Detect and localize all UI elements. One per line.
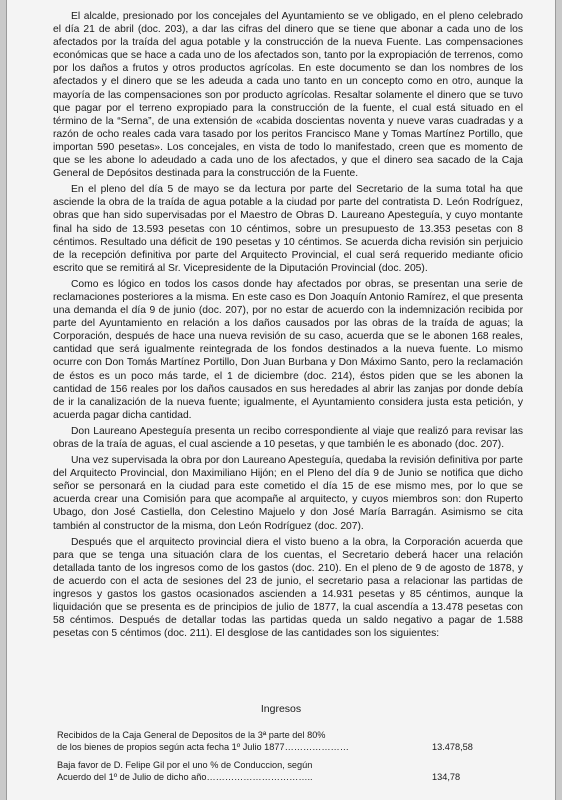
entry-amount: 13.478,58 — [432, 741, 473, 752]
ingresos-entry — [57, 760, 487, 783]
paragraph: El alcalde, presionado por los concejales del Ayuntamiento se ve obligado, en el pleno celebrado el día 21 de abril (doc. 203), a dar las cifras del dinero que se tiene que abonar a cada uno de los afectados por la traída del agua potable y la construcción de la nueva Fuente. Las compensaciones económicas que se hace a cada uno de los afectados son, tanto por la expropiación de terrenos, como por los daños a frutos y otros productos agrícolas. En este documento se dan los nombres de los afectados y el dinero que se les adeuda a cada uno tanto en un concepto como en otro, aunque la mayoría de las compensaciones son por producto agrícolas. Resaltar solamente el dinero que se tuvo que pagar por el terreno expropiado para la construcción de la fuente, el cual está situado en el término de la “Serna”, de una extensión de «cabida doscientas noventa y nueve varas cuadradas y a razón de ocho reales cada vara tasado por los peritos Francisco Mane y Tomas Martínez Portillo, que importan 590 pesetas». Los concejales, en vista de todo lo manifestado, creen que es momento de que se les abone lo adeudado a cada uno de los afectados, y que el dinero sea sacado de la Caja General de Depósitos destinada para la construcción de la Fuente. — [53, 11, 523, 180]
document-page — [6, 0, 556, 800]
entry-description: de los bienes de propios según acta fecha 1º Julio 1877………………… — [57, 741, 349, 752]
entry-amount: 134,78 — [432, 771, 461, 782]
entry-line — [57, 772, 487, 784]
paragraph: Una vez supervisada la obra por don Laureano Apesteguía, quedaba la revisión definitiva por parte del Arquitecto Provincial, don Maximiliano Hijón; en el Pleno del día 9 de Junio se notifica que dicho señor se personará en la ciudad para este cometido el día 15 de ese mismo mes, por lo que se acuerda crear una Comisión para que acompañe al arquitecto, y cuyos miembros son: don Ruperto Ubago, don José Castiella, don Celestino Majuelo y don José María Barragán. Asimismo se cita también al constructor de la misma, don León Rodríguez (doc. 207). — [53, 455, 523, 532]
ingresos-entry — [57, 730, 487, 753]
entry-line — [57, 742, 487, 754]
paragraph: Después que el arquitecto provincial diera el visto bueno a la obra, la Corporación acuerda que para que se tenga una situación clara de los cuentas, el Secretario deberá hacer una relación detallada tanto de los ingresos como de los gastos (doc. 210). En el pleno de 9 de agosto de 1878, y de acuerdo con el acta de sesiones del 23 de junio, el secretario pasa a relacionar las partidas de ingresos y gastos los gastos ocasionados ascienden a 14.931 pesetas y 85 céntimos, aunque la liquidación que se presenta es de principios de julio de 1877, la cual ascendía a 13.478 pesetas con 58 céntimos. Después de detallar todas las partidas queda un saldo negativo a pagar de 1.588 pesetas con 5 céntimos (doc. 211). El desglose de las cantidades son los siguientes: — [53, 536, 523, 640]
body-text — [53, 10, 523, 643]
paragraph: Don Laureano Apesteguía presenta un recibo correspondiente al viaje que realizó para revisar las obras de la traía de aguas, el cual asciende a 10 pesetas, y que también le es abonado (doc. 207). — [53, 425, 523, 450]
ingresos-heading: Ingresos — [260, 703, 302, 715]
entry-line: Recibidos de la Caja General de Depositos de la 3ª parte del 80% — [57, 730, 326, 740]
paragraph: Como es lógico en todos los casos donde hay afectados por obras, se presentan una serie de reclamaciones posteriores a la misma. En este caso es Don Joaquín Antonio Ramírez, el que presenta una demanda el día 9 de junio (doc. 207), por no estar de acuerdo con la indemnización recibida por parte del Ayuntamiento en relación a los daños causados por las obras de la traída de aguas; la Corporación, después de hace una nueva revisión de su caso, acuerda que se le abonen 168 reales, cantidad que será igualmente reintegrada de los fondos destinados a la nueva fuente. Lo mismo ocurre con Don Tomás Martínez Portillo, Don Juan Burbana y Don Máximo Santo, pero la reclamación de éstos es un poco más tarde, el 1 de diciembre (doc. 214), éstos piden que se les abonen la cantidad de 156 reales por los daños causados en sus heredades al abrir las zanjas por donde debía de ir la canalización de la nueva fuente; igualmente, el Ayuntamiento considera justa esta petición, y acuerda pagar dicha cantidad. — [53, 278, 523, 421]
entry-description: Acuerdo del 1º de Julio de dicho año…………………………….. — [57, 771, 313, 782]
paragraph: En el pleno del día 5 de mayo se da lectura por parte del Secretario de la suma total ha que asciende la obra de la traída de agua potable a la ciudad por parte del contratista D. León Rodríguez, obras que han sido supervisadas por el Maestro de Obras D. Laureano Apesteguía, y cuyo montante final ha sido de 13.593 pesetas con 10 céntimos, sobre un presupuesto de 13.353 pesetas con 8 céntimos. Resultado una déficit de 190 pesetas y 10 céntimos. Se acuerda dicha revisión sin perjuicio de la recepción definitiva por parte del Arquitecto Provincial, el cual será requerido mediante oficio escrito que se remitirá al Sr. Vicepresidente de la Diputación Provincial (doc. 205). — [53, 184, 523, 274]
entry-line: Baja favor de D. Felipe Gil por el uno % de Conduccion, según — [57, 760, 313, 770]
